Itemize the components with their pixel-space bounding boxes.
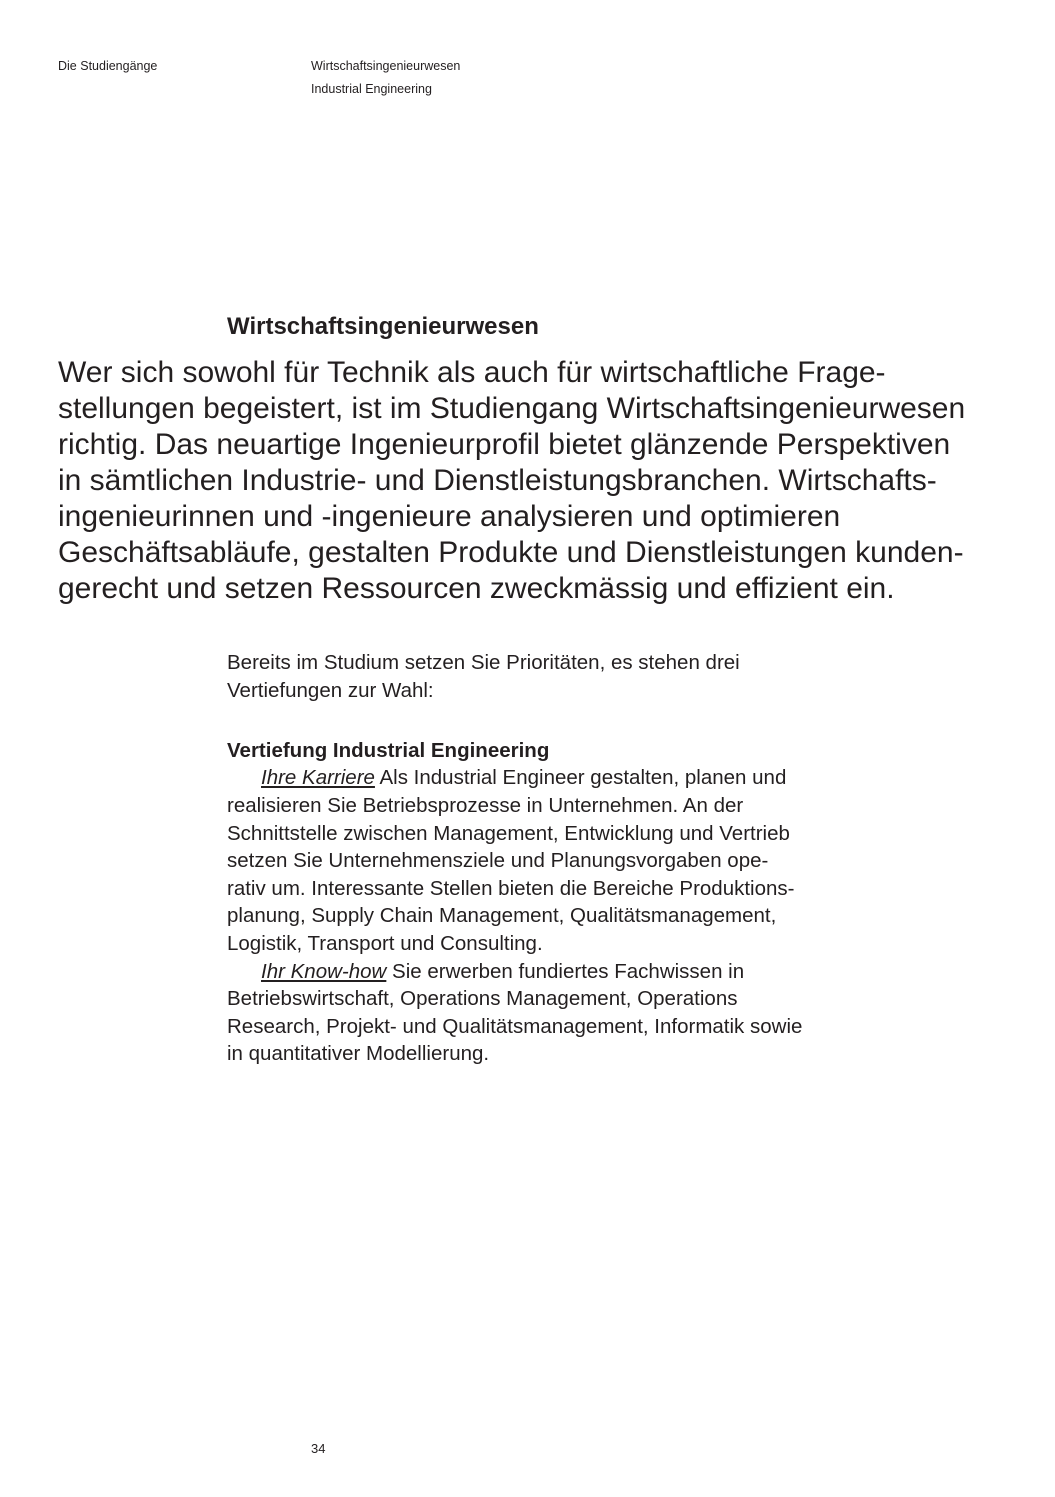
running-head-title — [311, 55, 460, 101]
knowhow-first-line — [227, 958, 907, 986]
running-head-title-line: Wirtschaftsingenieurwesen — [311, 59, 461, 73]
career-line: Schnittstelle zwischen Management, Entwicklung und Vertrieb — [227, 821, 790, 845]
lead-line: richtig. Das neuartige Ingenieurprofil bietet glänzende Perspektiven — [58, 428, 951, 461]
lead-line: ingenieurinnen und -ingenieure analysieren und optimieren — [58, 500, 841, 533]
career-line: realisieren Sie Betriebsprozesse in Unternehmen. An der — [227, 793, 744, 817]
career-line: setzen Sie Unternehmensziele und Planungsvorgaben ope- — [227, 849, 769, 873]
knowhow-line: Research, Projekt- und Qualitätsmanagement, Informatik sowie — [227, 1014, 803, 1038]
career-text: Als Industrial Engineer gestalten, planen und — [374, 766, 787, 790]
knowhow-line: in quantitativer Modellierung. — [227, 1042, 490, 1066]
intro-line: Bereits im Studium setzen Sie Prioritäten, es stehen drei — [227, 651, 740, 674]
career-first-line — [227, 764, 907, 792]
career-line: rativ um. Interessante Stellen bieten die Bereiche Produktions- — [227, 876, 795, 900]
lead-line: Geschäftsabläufe, gestalten Produkte und Dienstleistungen kunden- — [58, 536, 964, 569]
knowhow-label: Ihr Know-how — [261, 959, 387, 983]
chapter-heading: Wirtschaftsingenieurwesen — [227, 313, 539, 340]
career-label: Ihre Karriere — [261, 766, 375, 790]
body-column — [227, 649, 907, 1068]
running-head-subtitle-line: Industrial Engineering — [311, 82, 432, 96]
lead-line: Wer sich sowohl für Technik als auch für wirtschaftliche Frage- — [58, 356, 886, 389]
lead-line: stellungen begeistert, ist im Studiengang Wirtschaftsingenieurwesen — [58, 392, 966, 425]
intro-line: Vertiefungen zur Wahl: — [227, 678, 434, 702]
paragraph-spacer — [227, 704, 907, 732]
knowhow-line: Betriebswirtschaft, Operations Management, Operations — [227, 987, 738, 1011]
running-head-section: Die Studiengänge — [58, 59, 158, 73]
lead-line: gerecht und setzen Ressourcen zweckmässig und effizient ein. — [58, 572, 895, 605]
page-number: 34 — [311, 1441, 326, 1456]
sub-heading: Vertiefung Industrial Engineering — [227, 738, 550, 762]
career-line: Logistik, Transport und Consulting. — [227, 931, 543, 955]
career-line: planung, Supply Chain Management, Qualitätsmanagement, — [227, 904, 777, 928]
lead-paragraph — [58, 355, 1018, 607]
lead-line: in sämtlichen Industrie- und Dienstleistungsbranchen. Wirtschafts- — [58, 464, 937, 497]
knowhow-text: Sie erwerben fundiertes Fachwissen in — [386, 959, 745, 983]
